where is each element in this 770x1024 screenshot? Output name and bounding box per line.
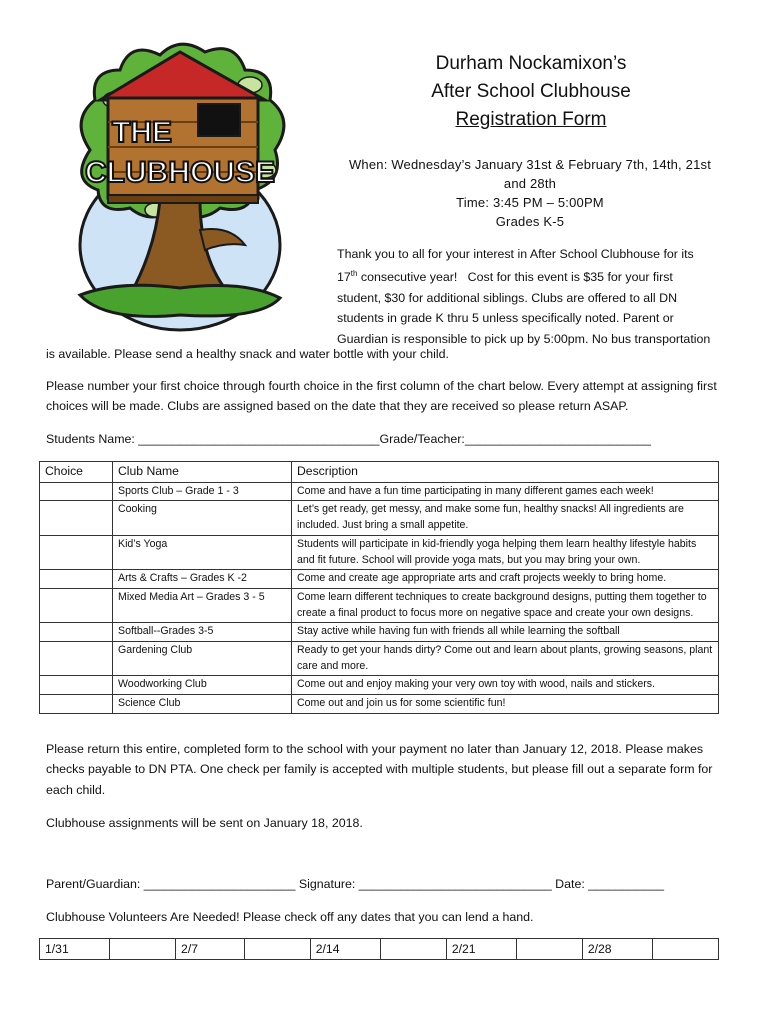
club-description-cell: Stay active while having fun with friends all while learning the softball — [292, 623, 719, 642]
event-when-line-2: and 28th — [503, 176, 557, 191]
volunteer-date-cell: 2/14 — [310, 939, 380, 960]
event-details — [330, 155, 730, 231]
club-name-cell: Kid’s Yoga — [113, 535, 292, 569]
club-description-cell: Come and have a fun time participating in many different games each week! — [292, 482, 719, 501]
club-name-cell: Sports Club – Grade 1 - 3 — [113, 482, 292, 501]
table-header-row — [40, 462, 719, 483]
intro-line-2 — [337, 264, 729, 288]
return-instructions: Please return this entire, completed form to the school with your payment no later than January 12, 2018. Please makes checks payable to DN PTA. One check per family is accepted with multiple students, but please fill out a separate form for each child. — [46, 742, 713, 797]
club-name-cell: Woodworking Club — [113, 676, 292, 695]
choice-cell[interactable] — [40, 535, 113, 569]
club-name-cell: Gardening Club — [113, 642, 292, 676]
volunteer-dates-row — [40, 939, 719, 960]
choice-instructions: Please number your first choice through fourth choice in the first column of the chart below. Every attempt at assigning first choices will be made. Clubs are assigned based on the date that they are received so please return ASAP. — [46, 379, 717, 414]
club-description-cell: Ready to get your hands dirty? Come out and learn about plants, growing seasons, plant care and more. — [292, 642, 719, 676]
event-time: Time: 3:45 PM – 5:00PM — [456, 195, 604, 210]
choice-cell[interactable] — [40, 570, 113, 589]
club-description-cell: Come learn different techniques to create background designs, putting them together to create a final product to focus more on negative space and create your own designs. — [292, 588, 719, 622]
event-when-line-1: When: Wednesday’s January 31st & February 7th, 14th, 21st — [348, 157, 712, 172]
club-description-cell: Come out and enjoy making your very own toy with wood, nails and stickers. — [292, 676, 719, 695]
event-grades: Grades K-5 — [495, 214, 565, 229]
student-name-grade-line[interactable]: Students Name: ___________________________________Grade/Teacher:___________________________ — [46, 432, 651, 446]
volunteer-check-cell[interactable] — [110, 939, 176, 960]
header-line-1: Durham Nockamixon’s — [435, 53, 627, 74]
form-header — [390, 50, 672, 134]
club-description-cell: Come out and join us for some scientific fun! — [292, 695, 719, 714]
volunteer-dates-table — [39, 938, 719, 960]
club-name-cell: Science Club — [113, 695, 292, 714]
header-line-2: After School Clubhouse — [431, 81, 631, 102]
intro-line-6: is available. Please send a healthy snack and water bottle with your child. — [46, 347, 449, 361]
choice-cell[interactable] — [40, 588, 113, 622]
volunteer-check-cell[interactable] — [653, 939, 719, 960]
volunteer-date-cell: 2/7 — [176, 939, 245, 960]
parent-signature-line[interactable]: Parent/Guardian: ______________________ Signature: ____________________________ Date: ___________ — [46, 877, 665, 891]
volunteer-check-cell[interactable] — [381, 939, 447, 960]
header-line-3: Registration Form — [455, 109, 607, 130]
volunteer-check-cell[interactable] — [517, 939, 583, 960]
intro-line-2-sup: th — [350, 269, 358, 279]
table-row — [40, 570, 719, 589]
club-name-cell: Cooking — [113, 501, 292, 535]
table-row — [40, 482, 719, 501]
logo-text-clubhouse: CLUBHOUSE — [84, 156, 276, 189]
club-name-cell: Mixed Media Art – Grades 3 - 5 — [113, 588, 292, 622]
table-row — [40, 588, 719, 622]
choice-cell[interactable] — [40, 695, 113, 714]
table-row — [40, 695, 719, 714]
logo-text-the: THE — [112, 116, 172, 149]
header-club-name: Club Name — [113, 462, 292, 483]
choice-cell[interactable] — [40, 623, 113, 642]
intro-paragraph — [337, 244, 729, 349]
volunteer-date-cell: 2/21 — [446, 939, 516, 960]
intro-line-5: Guardian is responsible to pick up by 5:00pm. No bus transportation — [337, 331, 711, 346]
intro-line-4: students in grade K thru 5 unless specifically noted. Parent or — [337, 311, 674, 326]
volunteer-check-cell[interactable] — [245, 939, 311, 960]
table-row — [40, 676, 719, 695]
header-description: Description — [292, 462, 719, 483]
volunteer-date-cell: 2/28 — [582, 939, 652, 960]
choice-cell[interactable] — [40, 501, 113, 535]
clubs-table — [39, 461, 719, 714]
choice-cell[interactable] — [40, 676, 113, 695]
header-choice: Choice — [40, 462, 113, 483]
club-description-cell: Students will participate in kid-friendly yoga helping them learn healthy lifestyle habits and fit future. School will provide yoga mats, but you may bring your own. — [292, 535, 719, 569]
assignments-notice: Clubhouse assignments will be sent on January 18, 2018. — [46, 816, 363, 830]
clubhouse-logo — [60, 30, 300, 340]
intro-line-2b: consecutive year! Cost for this event is $35 for your first — [357, 270, 673, 285]
club-name-cell: Softball--Grades 3-5 — [113, 623, 292, 642]
table-row — [40, 623, 719, 642]
choice-cell[interactable] — [40, 642, 113, 676]
table-row — [40, 642, 719, 676]
table-row — [40, 535, 719, 569]
intro-line-1: Thank you to all for your interest in After School Clubhouse for its — [337, 247, 694, 261]
intro-line-3: student, $30 for additional siblings. Clubs are offered to all DN — [337, 290, 678, 305]
volunteer-notice: Clubhouse Volunteers Are Needed! Please check off any dates that you can lend a hand. — [46, 910, 534, 924]
club-description-cell: Let’s get ready, get messy, and make some fun, healthy snacks! All ingredients are included. Just bring a small appetite. — [292, 501, 719, 535]
intro-line-2a: 17 — [337, 270, 351, 285]
club-name-cell: Arts & Crafts – Grades K -2 — [113, 570, 292, 589]
volunteer-date-cell: 1/31 — [40, 939, 110, 960]
table-row — [40, 501, 719, 535]
choice-cell[interactable] — [40, 482, 113, 501]
club-description-cell: Come and create age appropriate arts and craft projects weekly to bring home. — [292, 570, 719, 589]
